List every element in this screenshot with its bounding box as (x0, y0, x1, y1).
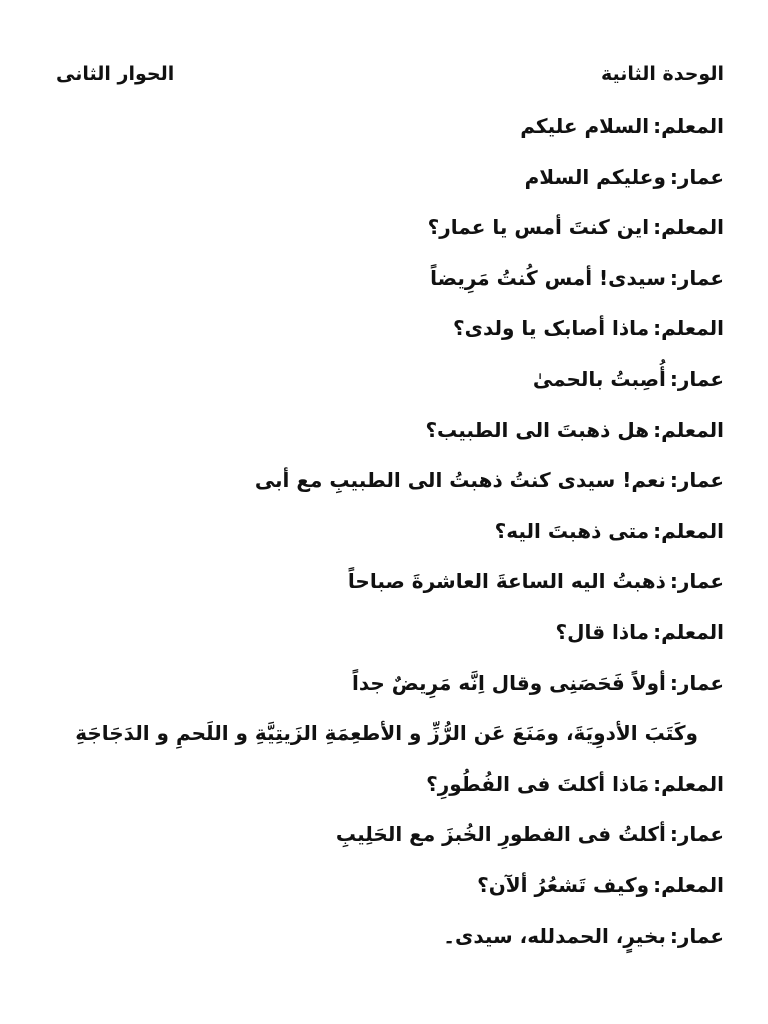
dialogue-text: السلام عليكم (520, 114, 650, 138)
speaker-name: المعلم : (649, 873, 724, 897)
dialogue-line (20, 610, 724, 661)
dialogue-line (20, 509, 724, 560)
speaker-name: عمار : (666, 266, 724, 290)
speaker-name: المعلم : (649, 620, 724, 644)
speaker-name: المعلم : (649, 772, 724, 796)
dialogue-line (20, 661, 724, 712)
dialogue-text: وكَتَبَ الأدوِيَةَ، ومَنَعَ عَن الرُّزِّ و الأطعِمَةِ الزَيتِيَّةِ و اللَحمِ و الدَجَاجَةِ (75, 721, 698, 746)
dialogue-text: أولاً فَحَصَنِى وقال اِنَّه مَرِيضٌ جداً (351, 670, 666, 695)
speaker-name: المعلم : (649, 519, 724, 543)
speaker-name: عمار : (666, 671, 724, 695)
speaker-name: عمار : (666, 569, 724, 593)
page-header (56, 56, 724, 92)
dialogue-text: وكيف تَشعُرُ ألآن؟ (477, 872, 650, 897)
speaker-name: عمار : (666, 468, 724, 492)
dialogue-text: اين كنتَ أمس يا عمار؟ (427, 215, 650, 240)
dialogue-line (20, 408, 724, 459)
speaker-name: عمار : (666, 367, 724, 391)
dialogue-text: سيدى! أمس كُنتُ مَرِيضاً (430, 265, 666, 290)
dialogue-line (20, 205, 724, 256)
dialogue-text: مَاذا أكلتَ فى الفُطُورِ؟ (426, 771, 650, 796)
dialogue-line (20, 812, 724, 863)
dialogue-text: بخيرٍ، الحمدلله، سيدى۔ (443, 923, 666, 948)
dialogue-line (20, 155, 724, 206)
unit-title: الوحدة الثانية (600, 63, 724, 85)
dialogue-line (20, 458, 724, 509)
dialogue-text: ماذا أصابک یا ولدى؟ (453, 316, 650, 341)
speaker-name: عمار : (666, 924, 724, 948)
dialogue-text: متى ذهبتَ اليه؟ (494, 518, 650, 543)
speaker-name: عمار : (666, 822, 724, 846)
dialogue-text: أكلتُ فى الفطورِ الخُبزَ مع الحَلِيبِ (335, 822, 666, 847)
dialogue-line (20, 863, 724, 914)
speaker-name: المعلم : (649, 316, 724, 340)
dialogue-line (20, 559, 724, 610)
dialogue-line (20, 104, 724, 155)
dialogue-text: ذهبتُ اليه الساعةَ العاشرةَ صباحاً (347, 569, 666, 594)
speaker-name: المعلم : (649, 215, 724, 239)
dialogue-line (20, 256, 724, 307)
speaker-name: عمار : (666, 165, 724, 189)
speaker-name: المعلم : (649, 418, 724, 442)
dialogue-line (20, 762, 724, 813)
dialogue-line (20, 306, 724, 357)
lesson-title: الحوار الثانى (56, 63, 175, 85)
dialogue-text: أُصِبتُ بالحمىٰ (532, 366, 666, 391)
speaker-name: المعلم : (649, 114, 724, 138)
dialogue-text: ماذا قال؟ (555, 619, 650, 644)
dialogue-line (20, 914, 724, 965)
dialogue-line (20, 357, 724, 408)
dialogue-text: نعم! سيدى كنتُ ذهبتُ الى الطبيبِ مع أبى (254, 468, 666, 493)
dialogue-text: وعليكم السلام (524, 164, 666, 189)
dialogue-continuation-line (20, 711, 724, 762)
dialogue-text: هل ذهبتَ الى الطبيب؟ (425, 417, 650, 442)
dialogue-list (20, 104, 724, 964)
